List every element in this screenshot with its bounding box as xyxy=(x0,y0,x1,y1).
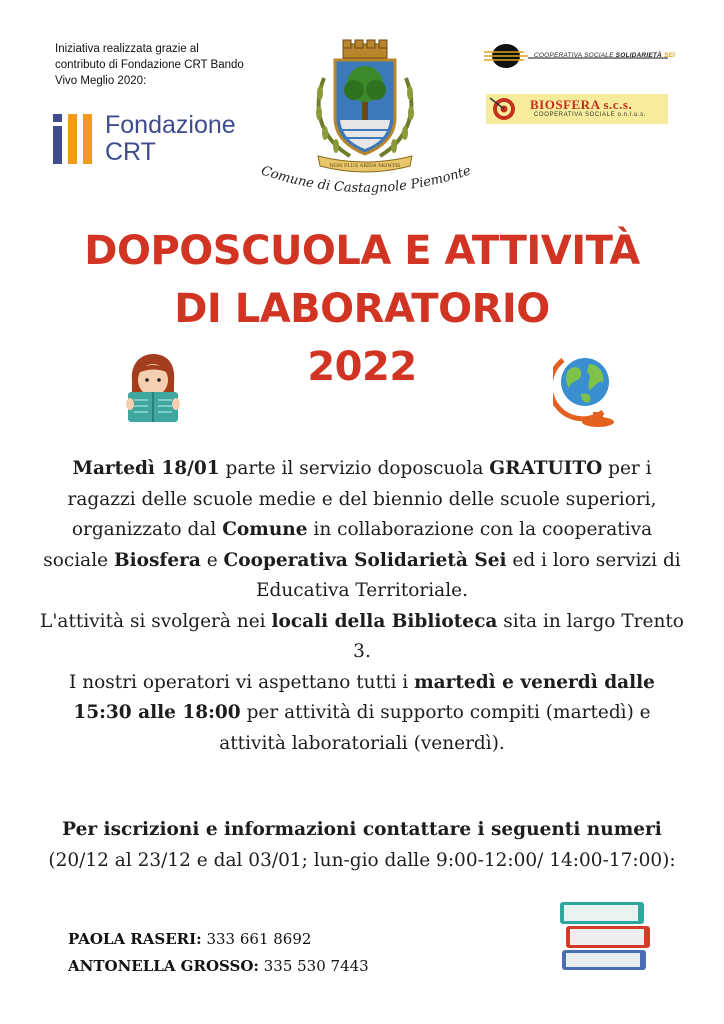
coop-sei: SEI xyxy=(663,52,676,59)
contact-person-phone: 333 661 8692 xyxy=(201,930,312,948)
body-text-span: L'attività si svolgerà nei xyxy=(40,610,272,632)
biosfera-subtitle: COOPERATIVA SOCIALE o.n.l.u.s. xyxy=(534,112,647,118)
contact-people xyxy=(68,926,369,980)
body-paragraph-2 xyxy=(40,607,684,668)
contact-bold: Per iscrizioni e informazioni contattare i seguenti numeri xyxy=(62,819,662,840)
body-bold: locali della Biblioteca xyxy=(271,610,498,632)
sponsor-note-line: Iniziativa realizzata grazie al xyxy=(55,43,199,55)
body-bold: GRATUITO xyxy=(489,458,603,479)
body-paragraph-1 xyxy=(40,454,684,607)
headline-line1: DOPOSCUOLA E ATTIVITÀ xyxy=(84,228,640,274)
biosfera-name: BIOSFERA s.c.s. xyxy=(530,97,633,112)
body-text-span: parte il servizio doposcuola xyxy=(219,458,490,479)
fondazione-crt-line2: CRT xyxy=(105,138,156,166)
coat-motto: NON PLUS ARIDA MONTIS xyxy=(329,163,401,169)
body-text-span: ed i loro servizi di Educativa Territoriale. xyxy=(256,549,681,601)
cooperativa-solidarieta-label xyxy=(534,52,675,59)
contact-person-name: PAOLA RASERI: xyxy=(68,930,202,948)
globe-icon xyxy=(553,350,619,428)
coop-name: SOLIDARIETÀ xyxy=(615,52,662,59)
contact-person xyxy=(68,953,369,980)
body-text-span: I nostri operatori vi aspettano tutti i xyxy=(69,671,415,693)
body-text-span: per attività di supporto compiti (martedì) e attività laboratoriali (venerdì). xyxy=(219,702,651,754)
biosfera-target-icon xyxy=(486,94,526,124)
body-text-span: in collaborazione con la cooperativa sociale xyxy=(43,519,653,571)
body-paragraph-3 xyxy=(40,668,684,760)
contact-paragraph xyxy=(40,815,684,876)
body-text-span: per i ragazzi delle scuole medie e del biennio delle scuole superiori, organizzato dal xyxy=(67,458,657,540)
body-text-span: sita in largo Trento 3. xyxy=(353,610,684,662)
headline-line2: DI LABORATORIO xyxy=(174,286,550,332)
sponsor-note-line: Vivo Meglio 2020: xyxy=(55,75,147,87)
fondazione-crt-wordmark xyxy=(105,112,236,166)
contact-text xyxy=(40,815,684,876)
coop-prefix: COOPERATIVA SOCIALE xyxy=(534,52,614,59)
comune-name-arc xyxy=(245,150,485,220)
body-bold: Biosfera xyxy=(113,549,201,571)
contact-person xyxy=(68,926,369,953)
fondazione-crt-line1: Fondazione xyxy=(105,111,236,139)
contact-person-phone: 335 530 7443 xyxy=(258,957,369,975)
sponsor-note-line: contributo di Fondazione CRT Bando xyxy=(55,59,244,71)
svg-text:Comune di Castagnole Piemonte xyxy=(259,163,473,196)
contact-person-name: ANTONELLA GROSSO: xyxy=(68,957,259,975)
headline-line3: 2022 xyxy=(307,344,417,390)
body-bold: Comune xyxy=(222,519,308,540)
body-text xyxy=(40,454,684,759)
books-stack-icon xyxy=(556,896,656,976)
body-bold: Martedì 18/01 xyxy=(72,458,220,479)
body-text-span: e xyxy=(200,549,224,571)
sponsor-note xyxy=(55,41,285,89)
contact-text-span: (20/12 al 23/12 e dal 03/01; lun-gio dalle 9:00-12:00/ 14:00-17:00): xyxy=(48,849,676,871)
body-bold: martedì e venerdì dalle 15:30 alle 18:00 xyxy=(73,671,655,723)
girl-reading-icon xyxy=(124,352,182,424)
comune-name: Comune di Castagnole Piemonte xyxy=(259,163,473,197)
body-bold: Cooperativa Solidarietà Sei xyxy=(223,549,507,571)
